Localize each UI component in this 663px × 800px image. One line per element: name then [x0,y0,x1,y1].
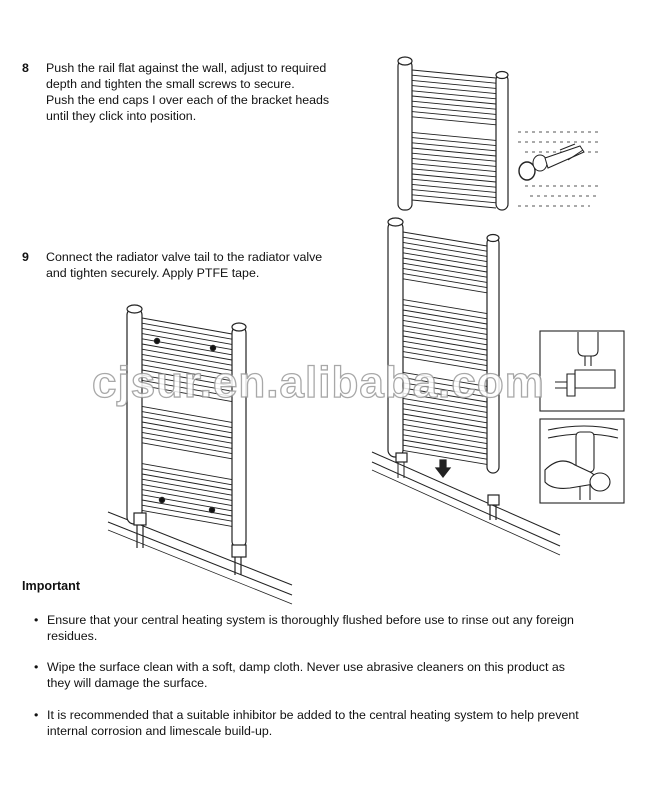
step-line: until they click into position. [46,109,197,123]
step-line: Push the rail flat against the wall, adjust to required [46,61,327,75]
valve-detail-top [540,331,624,411]
left-radiator-illustration [108,305,292,604]
step-number: 8 [22,61,29,75]
bullet-line: Wipe the surface clean with a soft, damp cloth. Never use abrasive cleaners on this product as [47,660,565,674]
step-line: Push the end caps I over each of the bracket heads [46,93,330,107]
bullet-glyph: • [34,708,39,722]
step-line: and tighten securely. Apply PTFE tape. [46,266,260,280]
bullet-text [47,707,637,739]
step-text [46,60,329,124]
bullet-line: residues. [47,629,98,643]
bullet-text [47,612,637,644]
bracket-detail-illustration [518,132,600,206]
step-9 [22,249,362,289]
bullet-line: Ensure that your central heating system is thoroughly flushed before use to rinse out any foreign [47,613,574,627]
top-radiator-illustration [398,57,508,210]
bullet-line: internal corrosion and limescale build-up. [47,724,273,738]
bullet-text [47,659,637,691]
important-heading: Important [22,579,81,593]
bullet-line: It is recommended that a suitable inhibitor be added to the central heating system to help prevent [47,708,579,722]
bullet-glyph: • [34,613,39,627]
step-line: depth and tighten the small screws to secure. [46,77,295,91]
bullet-line: they will damage the surface. [47,676,208,690]
step-number: 9 [22,250,29,264]
step-8 [22,60,362,130]
step-text [46,249,322,281]
step-line: Connect the radiator valve tail to the radiator valve [46,250,323,264]
bullet-glyph: • [34,660,39,674]
watermark: cjsur.en.alibaba.com [92,358,545,407]
valve-detail-bottom [540,419,624,503]
